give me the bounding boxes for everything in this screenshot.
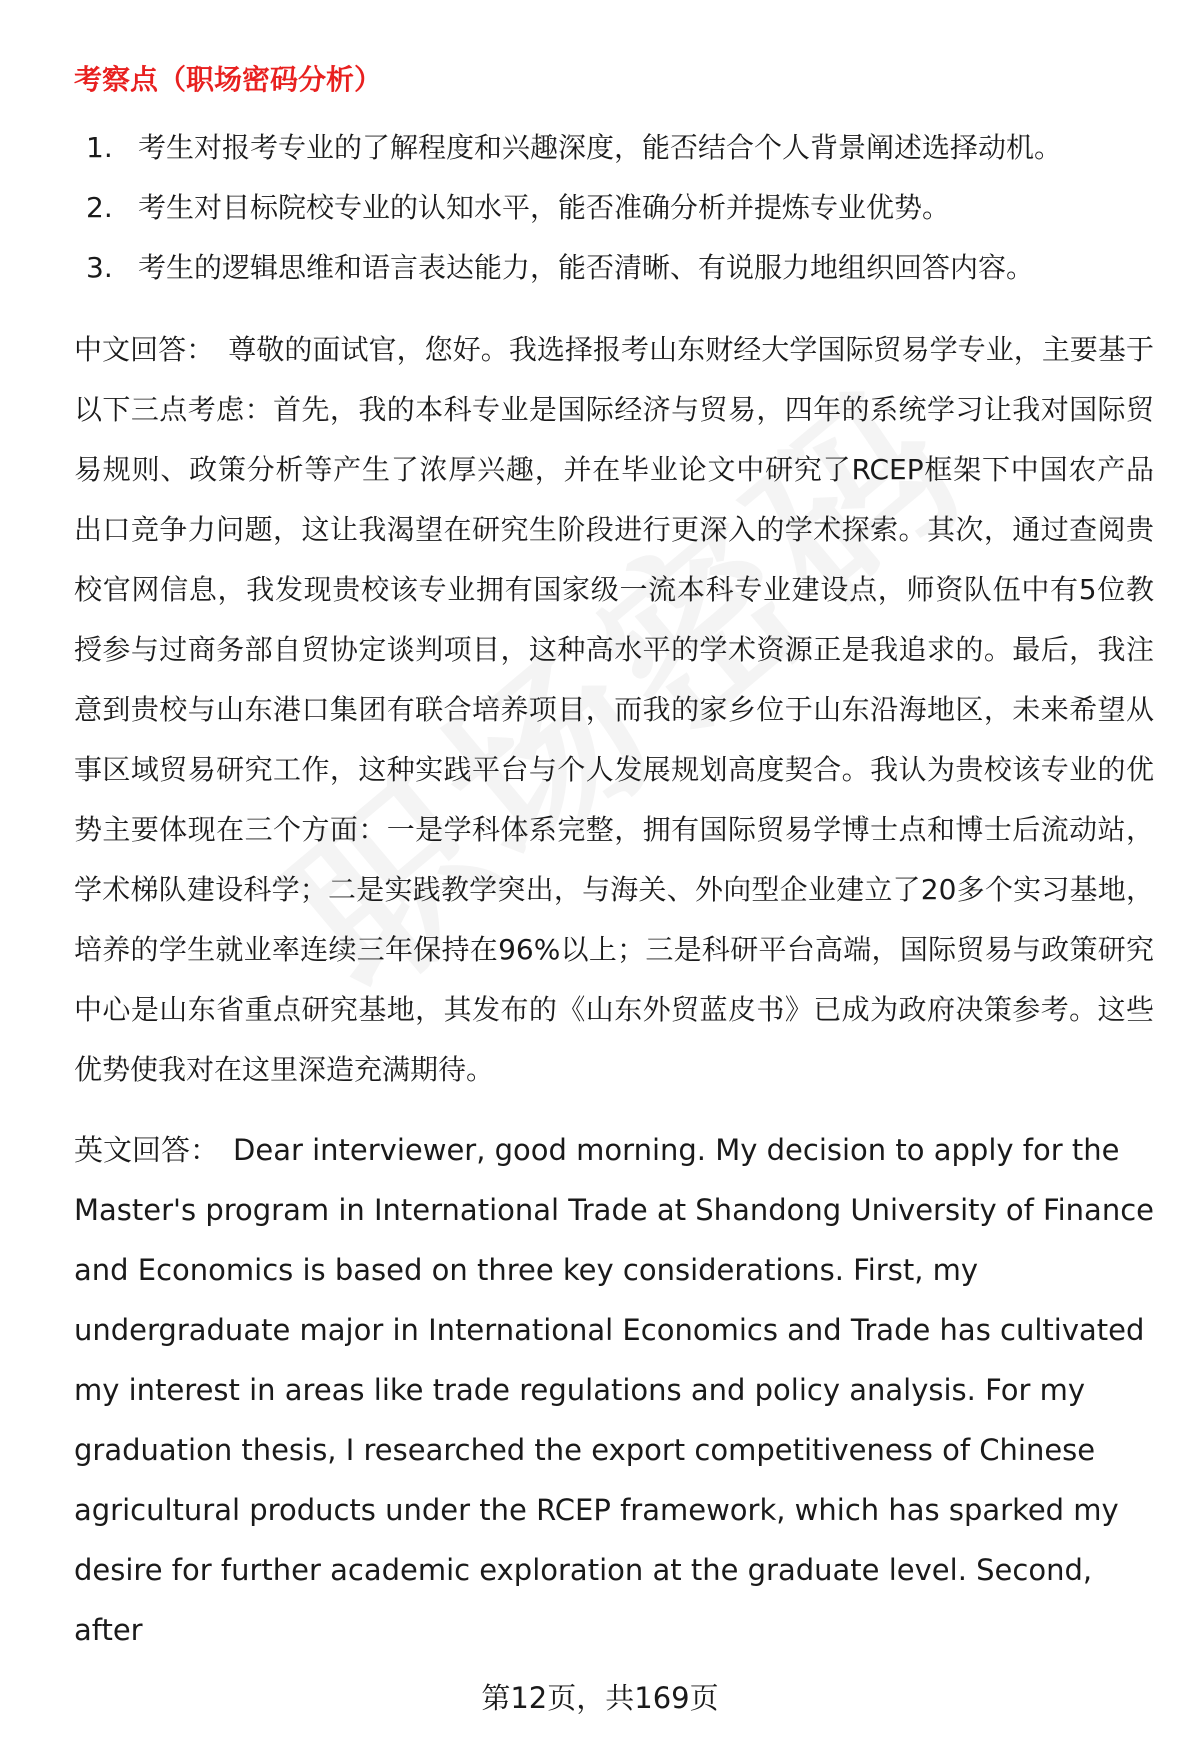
chinese-answer-paragraph [74,320,1154,1100]
list-text: 考生对报考专业的了解程度和兴趣深度，能否结合个人背景阐述选择动机。 [138,131,1063,164]
list-number: 3. [86,251,113,284]
list-number: 1. [86,131,113,164]
list-text: 考生的逻辑思维和语言表达能力，能否清晰、有说服力地组织回答内容。 [138,251,1035,284]
assessment-points-list [74,118,1154,298]
english-answer-label: 英文回答： [74,1133,220,1167]
list-item [74,178,1154,238]
page-number-footer: 第12页，共169页 [481,1681,719,1715]
list-number: 2. [86,191,113,224]
english-answer-paragraph [74,1120,1154,1660]
chinese-answer-label: 中文回答： [74,333,215,366]
list-item [74,238,1154,298]
list-item [74,118,1154,178]
section-title: 考察点（职场密码分析） [74,63,383,96]
chinese-answer-text: 尊敬的面试官，您好。我选择报考山东财经大学国际贸易学专业，主要基于以下三点考虑：首先，我的本科专业是国际经济与贸易，四年的系统学习让我对国际贸易规则、政策分析等产生了浓厚兴趣，并在毕业论文中研究了RCEP框架下中国农产品出口竞争力问题，这让我渴望在研究生阶段进行更深入的学术探索。其次，通过查阅贵校官网信息，我发现贵校该专业拥有国家级一流本科专业建设点，师资队伍中有5位教授参与过商务部自贸协定谈判项目，这种高水平的学术资源正是我追求的。最后，我注意到贵校与山东港口集团有联合培养项目，而我的家乡位于山东沿海地区，未来希望从事区域贸易研究工作，这种实践平台与个人发展规划高度契合。我认为贵校该专业的优势主要体现在三个方面：一是学科体系完整，拥有国际贸易学博士点和博士后流动站，学术梯队建设科学；二是实践教学突出，与海关、外向型企业建立了20多个实习基地，培养的学生就业率连续三年保持在96%以上；三是科研平台高端，国际贸易与政策研究中心是山东省重点研究基地，其发布的《山东外贸蓝皮书》已成为政府决策参考。这些优势使我对在这里深造充满期待。 [74,333,1154,1086]
list-text: 考生对目标院校专业的认知水平，能否准确分析并提炼专业优势。 [138,191,951,224]
page-content [74,52,1154,1680]
english-answer-text: Dear interviewer, good morning. My decision to apply for the Master's program in International Trade at Shandong University of Finance and Economics is based on three key considerations. First, my undergraduate major in International Economics and Trade has cultivated my interest in areas like trade regulations and policy analysis. For my graduation thesis, I researched the export competitiveness of Chinese agricultural products under the RCEP framework, which has sparked my desire for further academic exploration at the graduate level. Second, after [74,1133,1154,1647]
